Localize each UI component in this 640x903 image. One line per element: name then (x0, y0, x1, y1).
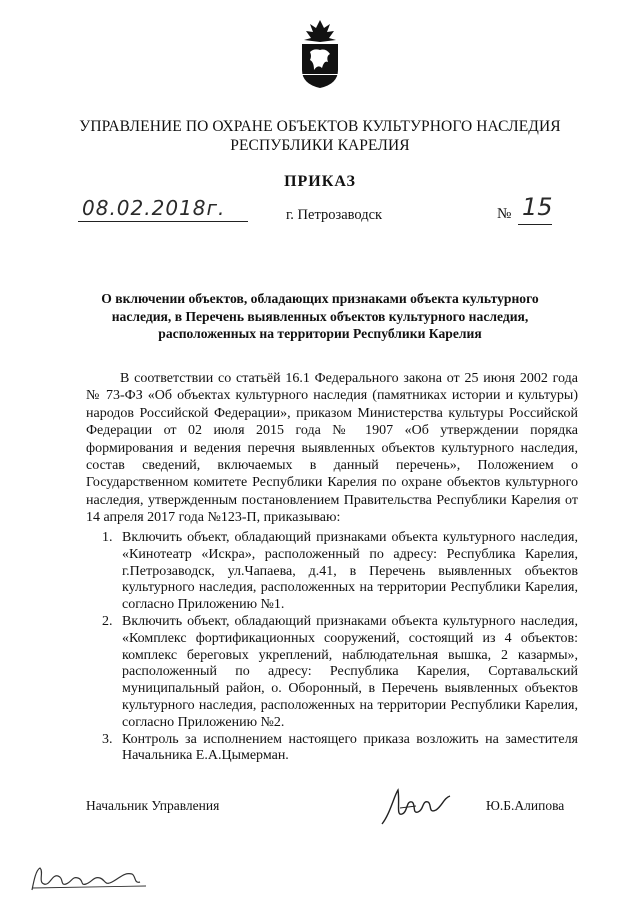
organization-name-line1: УПРАВЛЕНИЕ ПО ОХРАНЕ ОБЪЕКТОВ КУЛЬТУРНОГО НАСЛЕДИЯ (79, 118, 561, 135)
handwritten-signature (376, 784, 456, 828)
subject-line: расположенных на территории Республики Карелия (158, 326, 482, 341)
karelia-coat-of-arms-icon (296, 18, 344, 90)
order-item (86, 614, 578, 732)
subject-line: О включении объектов, обладающих признаками объекта культурного (101, 291, 539, 306)
order-date: 08.02.2018г. (82, 196, 226, 220)
item-text: Контроль за исполнением настоящего приказа возложить на заместителя Начальника Е.А.Цымерман. (122, 731, 578, 764)
order-number: 15 (522, 193, 553, 221)
organization-name-line2: РЕСПУБЛИКИ КАРЕЛИЯ (230, 137, 410, 154)
signatory-role: Начальник Управления (86, 798, 220, 813)
order-items-list (86, 530, 578, 765)
number-underline (518, 224, 552, 225)
signatory-name: Ю.Б.Алипова (486, 798, 565, 813)
preamble-paragraph: В соответствии со статьёй 16.1 Федерального закона от 25 июня 2002 года № 73-ФЗ «Об объектах культурного наследия (памятниках истории и культуры) народов Российской Федерации», приказом Министерства культуры Российской Федерации от 02 июля 2015 года № 1907 «Об утверждении порядка формирования и ведения перечня выявленных объектов культурного наследия, состав сведений, включаемых в данный перечень», Положением о Государственном комитете Республики Карелия по охране объектов культурного наследия, утвержденным постановлением Правительства Республики Карелия от 14 апреля 2017 года №123-П, приказываю: (86, 371, 578, 526)
order-item (86, 732, 578, 766)
date-underline (78, 221, 248, 222)
item-text: Включить объект, обладающий признаками объекта культурного наследия, «Комплекс фортификационных сооружений, состоящий из 4 объектов: комплекс береговых укреплений, наблюдательная вышка, 2 казармы», расположенный по адресу: Республика Карелия, Сортавальский муниципальный район, о. Оборонный, в Перечень выявленных объектов культурного наследия, расположенных на территории Республики Карелия, согласно Приложению №2. (122, 613, 578, 730)
order-number-label: № (497, 206, 512, 222)
order-city: г. Петрозаводск (286, 207, 383, 223)
order-subject (86, 290, 554, 343)
order-item (86, 530, 578, 614)
item-text: Включить объект, обладающий признаками объекта культурного наследия, «Кинотеатр «Искра», расположенный по адресу: Республика Карелия, г.Петрозаводск, ул.Чапаева, д.41, в Перечень выявленных объектов культурного наследия, расположенных на территории Республики Карелия, согласно Приложению №1. (122, 530, 578, 613)
item-number: 1. (102, 530, 113, 545)
item-number: 3. (102, 731, 113, 747)
item-number: 2. (102, 613, 113, 629)
subject-line: наследия, в Перечень выявленных объектов культурного наследия, (111, 308, 529, 324)
document-type-title: ПРИКАЗ (284, 173, 356, 190)
handwritten-initials (28, 862, 148, 894)
